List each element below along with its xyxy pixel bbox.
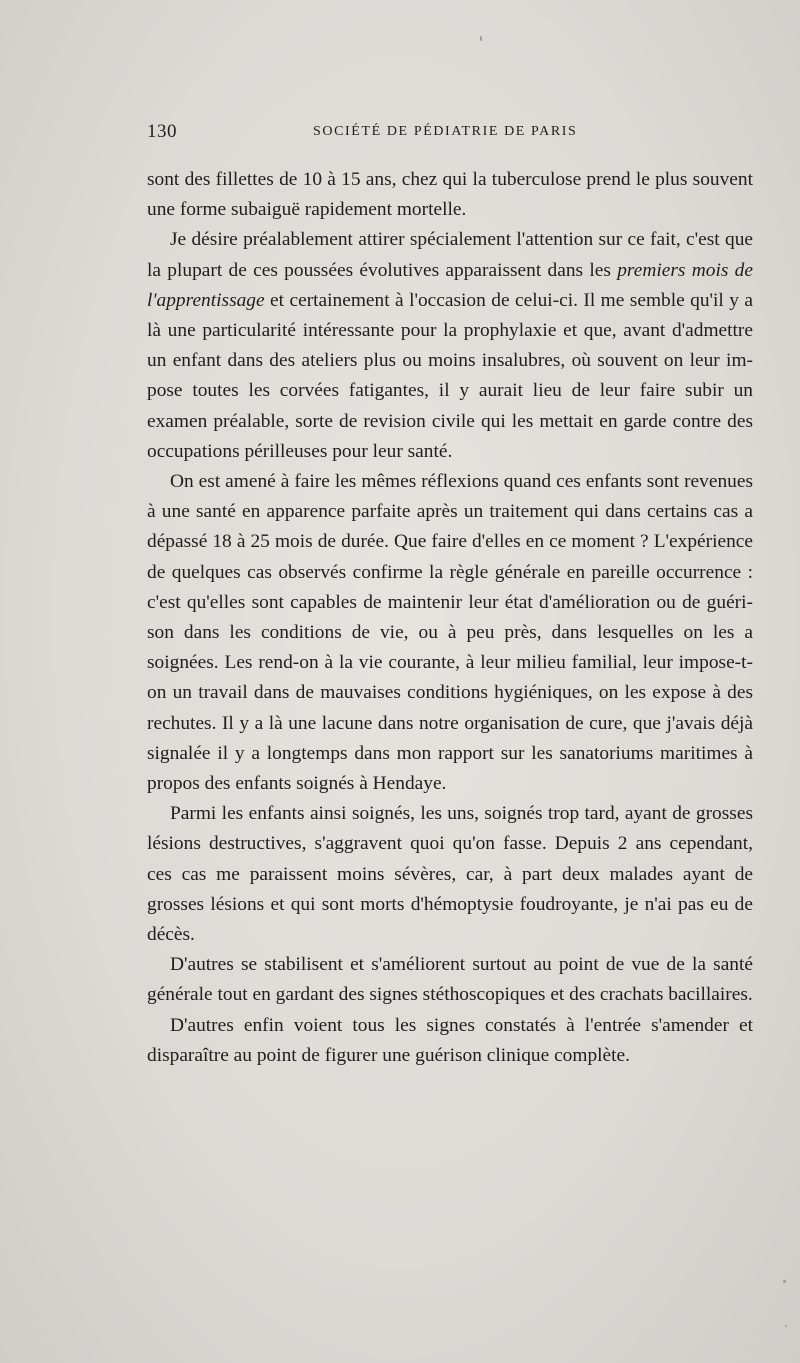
paper-speck — [785, 1325, 787, 1327]
paper-speck — [783, 1280, 786, 1283]
paragraph-2 — [147, 225, 753, 467]
paragraph-3: On est amené à faire les mêmes réflexions quand ces enfants sont revenues à une santé en apparence parfaite après un traitement qui dans certains cas a dépassé 18 à 25 mois de durée. Que faire d'elles en ce moment ? L'expérience de quelques cas observés confirme la règle générale en pareille occurrence : c'est qu'elles sont capables de maintenir leur état d'amélioration ou de guérison dans les conditions de vie, ou à peu près, dans lesquelles on les a soignées. Les rend-on à la vie courante, à leur milieu familial, leur impose-t-on un travail dans de mauvaises conditions hygiéniques, on les expose à des rechutes. Il y a là une lacune dans notre organisation de cure, que j'avais déjà signalée il y a longtemps dans mon rapport sur les sanatoriums maritimes à propos des enfants soignés à Hendaye. — [147, 471, 753, 795]
paragraph-4: Parmi les enfants ainsi soignés, les uns, soignés trop tard, ayant de grosses lésions destructives, s'aggravent quoi qu'on fasse. Depuis 2 ans cependant, ces cas me paraissent moins sévères, car, à part deux malades ayant de grosses lésions et qui sont morts d'hémoptysie foudroyante, je n'ai pas eu de décès. — [147, 803, 753, 946]
paragraph-2-rest: et certainement à l'occasion de celui-ci. Il me semble qu'il y a là une particularité intéressante pour la prophylaxie et que, avant d'admettre un enfant dans des ateliers plus ou moins insalubres, où souvent on leur impose toutes les corvées fatigantes, il y aurait lieu de leur faire subir un examen préalable, sorte de revision civile qui les mettait en garde contre des occupations périlleuses pour leur santé. — [147, 289, 753, 462]
paper-speck — [480, 36, 482, 41]
body-text — [147, 165, 753, 1071]
paragraph-2-italic: premiers mois de l'apprentissage — [147, 259, 753, 311]
running-title: SOCIÉTÉ DE PÉDIATRIE DE PARIS — [313, 124, 578, 139]
paragraph-1: sont des fillettes de 10 à 15 ans, chez qui la tuberculose prend le plus souvent une forme subaiguë rapidement mortelle. — [147, 169, 753, 221]
paragraph-6: D'autres enfin voient tous les signes constatés à l'entrée s'amender et disparaître au point de figurer une guérison clinique complète. — [147, 1014, 753, 1066]
paragraph-5: D'autres se stabilisent et s'améliorent surtout au point de vue de la santé générale tout en gardant des signes stéthoscopiques et des crachats bacillaires. — [147, 954, 753, 1006]
running-head — [147, 121, 753, 145]
paragraph-2-lead: Je désire préalablement attirer spécialement l'attention sur ce fait, c'est que la plupart de ces poussées évolutives apparaissent dans les — [147, 229, 753, 281]
page-number: 130 — [147, 121, 177, 142]
